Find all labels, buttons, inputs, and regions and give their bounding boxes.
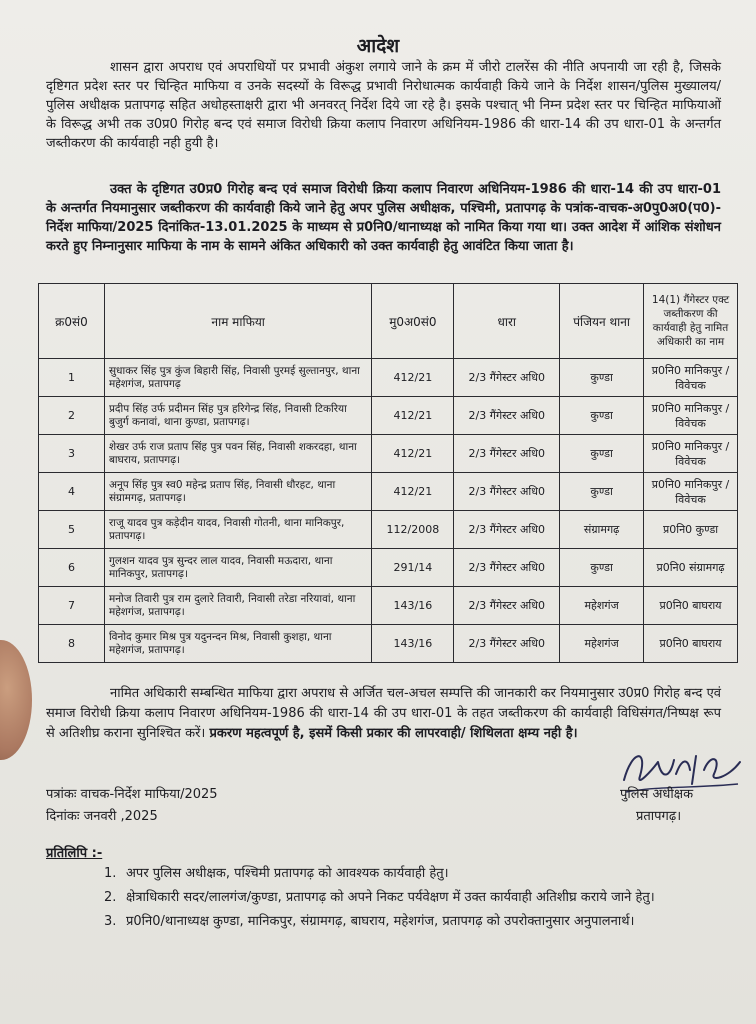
- cell-officer: प्र0नि0 मानिकपुर /विवेचक: [644, 397, 738, 435]
- header-section: धारा: [454, 284, 560, 359]
- cell-sno: 1: [39, 359, 105, 397]
- document-title: आदेश: [356, 35, 400, 57]
- reference-date: दिनांकः जनवरी ,2025: [46, 809, 158, 824]
- cell-case: 412/21: [372, 397, 454, 435]
- table-header-row: [39, 284, 738, 359]
- cell-sno: 5: [39, 511, 105, 549]
- cell-officer: प्र0नि0 मानिकपुर /विवेचक: [644, 359, 738, 397]
- cell-station: कुण्डा: [560, 397, 644, 435]
- copy-heading: प्रतिलिपि :-: [46, 846, 103, 861]
- instruction-text: नामित अधिकारी सम्बन्धित माफिया द्वारा अपराध से अर्जित चल-अचल सम्पत्ति की जानकारी कर नियमानुसार उ0प्र0 गिरोह बन्द एवं समाज विरोधी क्रिया कलाप निवारण अधिनियम-1986 की धारा-14 की उप धारा-01 के तहत जब्तीकरण की कार्यवाही विधिसंगत/निष्पक्ष रूप से अतिशीघ्र कराना सुनिश्चित करें।: [46, 686, 721, 741]
- signatory-title: पुलिस अधीक्षक: [620, 787, 694, 802]
- instruction-paragraph: [46, 684, 721, 744]
- list-item: [104, 888, 724, 908]
- cell-section: 2/3 गैंगेस्टर अधि0: [454, 587, 560, 625]
- table-row: [39, 473, 738, 511]
- table-row: [39, 359, 738, 397]
- cell-section: 2/3 गैंगेस्टर अधि0: [454, 473, 560, 511]
- cell-station: कुण्डा: [560, 473, 644, 511]
- cell-name: प्रदीप सिंह उर्फ प्रदीमन सिंह पुत्र हरिगेन्द्र सिंह, निवासी टिकरिया बुजुर्ग कनावां, थाना कुण्डा, प्रतापगढ़।: [104, 397, 371, 435]
- cell-officer: प्र0नि0 संग्रामगढ़: [644, 549, 738, 587]
- cell-station: संग्रामगढ़: [560, 511, 644, 549]
- cell-officer: प्र0नि0 बाघराय: [644, 587, 738, 625]
- copy-number: 2.: [104, 890, 117, 905]
- cell-name: अनूप सिंह पुत्र स्व0 महेन्द्र प्रताप सिंह, निवासी धौरहट, थाना संग्रामगढ़, प्रतापगढ़।: [104, 473, 371, 511]
- table-row: [39, 435, 738, 473]
- cell-case: 412/21: [372, 473, 454, 511]
- cell-station: कुण्डा: [560, 359, 644, 397]
- cell-name: सुधाकर सिंह पुत्र कुंज बिहारी सिंह, निवासी पुरमई सुल्तानपुर, थाना महेशगंज, प्रतापगढ़: [104, 359, 371, 397]
- cell-case: 291/14: [372, 549, 454, 587]
- cell-name: राजू यादव पुत्र कड़ेदीन यादव, निवासी गोतनी, थाना मानिकपुर, प्रतापगढ़।: [104, 511, 371, 549]
- instruction-warning: प्रकरण महत्वपूर्ण है, इसमें किसी प्रकार की लापरवाही/ शिथिलता क्षम्य नही है।: [209, 726, 578, 741]
- order-paragraph: उक्त के दृष्टिगत उ0प्र0 गिरोह बन्द एवं समाज विरोधी क्रिया कलाप निवारण अधिनियम-1986 की धारा-14 की उप धारा-01 के अन्तर्गत नियमानुसार जब्तीकरण की कार्यवाही किये जाने हेतु अपर पुलिस अधीक्षक, पश्चिमी, प्रतापगढ़ के पत्रांक-वाचक-अ0पु0अ0(प0)-निर्देश माफिया/2025 दिनांकित-13.01.2025 के माध्यम से प्र0नि0/थानाध्यक्ष को नामित किया गया था। उक्त आदेश में आंशिक संशोधन करते हुए निम्नानुसार माफिया के नाम के सामने अंकित अधिकारी को उक्त कार्यवाही हेतु आवंटित किया जाता है।: [46, 182, 721, 254]
- header-station: पंजियन थाना: [560, 284, 644, 359]
- intro-paragraph: शासन द्वारा अपराध एवं अपराधियों पर प्रभावी अंकुश लगाये जाने के क्रम में जीरो टालरेंस की नीति अपनायी जा रही है, जिसके दृष्टिगत प्रदेश स्तर पर चिन्हित माफिया व उनके सदस्यों के विरूद्ध प्रभावी निरोधात्मक कार्यवाही किये जाने के निर्देश शासन/पुलिस मुख्यालय/पुलिस अधीक्षक प्रतापगढ़ सहित अधोहस्ताक्षरी द्वारा भी अनवरत् निर्देश दिये जा रहे है। इसके पश्चात् भी निम्न प्रदेश स्तर पर चिन्हित माफियाओं के विरूद्ध अभी तक उ0प्र0 गिरोह बन्द एवं समाज विरोधी क्रिया कलाप निवारण अधिनियम-1986 की धारा-14 की उप धारा-01 के अन्तर्गत जब्तीकरण की कार्यवाही नही हुयी है।: [46, 60, 721, 151]
- table-row: [39, 625, 738, 663]
- cell-section: 2/3 गैंगेस्टर अधि0: [454, 397, 560, 435]
- cell-case: 143/16: [372, 587, 454, 625]
- header-case: मु0अ0सं0: [372, 284, 454, 359]
- copy-number: 3.: [104, 914, 117, 929]
- cell-case: 412/21: [372, 359, 454, 397]
- cell-name: शेखर उर्फ राज प्रताप सिंह पुत्र पवन सिंह, निवासी शकरदहा, थाना बाघराय, प्रतापगढ़।: [104, 435, 371, 473]
- cell-station: महेशगंज: [560, 587, 644, 625]
- copy-list: [104, 864, 724, 936]
- cell-station: महेशगंज: [560, 625, 644, 663]
- cell-officer: प्र0नि0 कुण्डा: [644, 511, 738, 549]
- copy-text: क्षेत्राधिकारी सदर/लालगंज/कुण्डा, प्रतापगढ़ को अपने निकट पर्यवेक्षण में उक्त कार्यवाही अतिशीघ्र कराये जाने हेतु।: [126, 890, 655, 905]
- cell-sno: 2: [39, 397, 105, 435]
- cell-name: मनोज तिवारी पुत्र राम दुलारे तिवारी, निवासी तरेडा नरियावां, थाना महेशगंज, प्रतापगढ़।: [104, 587, 371, 625]
- list-item: [104, 864, 724, 884]
- cell-officer: प्र0नि0 मानिकपुर /विवेचक: [644, 473, 738, 511]
- cell-case: 412/21: [372, 435, 454, 473]
- cell-sno: 6: [39, 549, 105, 587]
- table-row: [39, 549, 738, 587]
- mafia-table: [38, 283, 738, 663]
- cell-sno: 8: [39, 625, 105, 663]
- table-row: [39, 397, 738, 435]
- cell-case: 112/2008: [372, 511, 454, 549]
- cell-section: 2/3 गैंगेस्टर अधि0: [454, 511, 560, 549]
- header-officer: 14(1) गैंगेस्टर एक्ट जब्तीकरण की कार्यवाही हेतु नामित अधिकारी का नाम: [644, 284, 738, 359]
- header-sno: क्र0सं0: [39, 284, 105, 359]
- copy-text: प्र0नि0/थानाध्यक्ष कुण्डा, मानिकपुर, संग्रामगढ़, बाघराय, महेशगंज, प्रतापगढ़ को उपरोक्तानुसार अनुपालनार्थ।: [126, 914, 635, 929]
- cell-section: 2/3 गैंगेस्टर अधि0: [454, 359, 560, 397]
- list-item: [104, 912, 724, 932]
- cell-officer: प्र0नि0 बाघराय: [644, 625, 738, 663]
- cell-name: विनोद कुमार मिश्र पुत्र यदुनन्दन मिश्र, निवासी कुशहा, थाना महेशगंज, प्रतापगढ़।: [104, 625, 371, 663]
- table-row: [39, 587, 738, 625]
- cell-name: गुलशन यादव पुत्र सुन्दर लाल यादव, निवासी मऊदारा, थाना मानिकपुर, प्रतापगढ़।: [104, 549, 371, 587]
- cell-section: 2/3 गैंगेस्टर अधि0: [454, 625, 560, 663]
- cell-station: कुण्डा: [560, 549, 644, 587]
- cell-sno: 3: [39, 435, 105, 473]
- cell-section: 2/3 गैंगेस्टर अधि0: [454, 435, 560, 473]
- cell-case: 143/16: [372, 625, 454, 663]
- cell-officer: प्र0नि0 मानिकपुर /विवेचक: [644, 435, 738, 473]
- header-name: नाम माफिया: [104, 284, 371, 359]
- cell-sno: 7: [39, 587, 105, 625]
- copy-text: अपर पुलिस अधीक्षक, पश्चिमी प्रतापगढ़ को आवश्यक कार्यवाही हेतु।: [126, 866, 449, 881]
- cell-station: कुण्डा: [560, 435, 644, 473]
- copy-number: 1.: [104, 866, 117, 881]
- cell-section: 2/3 गैंगेस्टर अधि0: [454, 549, 560, 587]
- table-row: [39, 511, 738, 549]
- signatory-place: प्रतापगढ़।: [636, 809, 682, 824]
- cell-sno: 4: [39, 473, 105, 511]
- reference-number: पत्रांकः वाचक-निर्देश माफिया/2025: [46, 787, 218, 802]
